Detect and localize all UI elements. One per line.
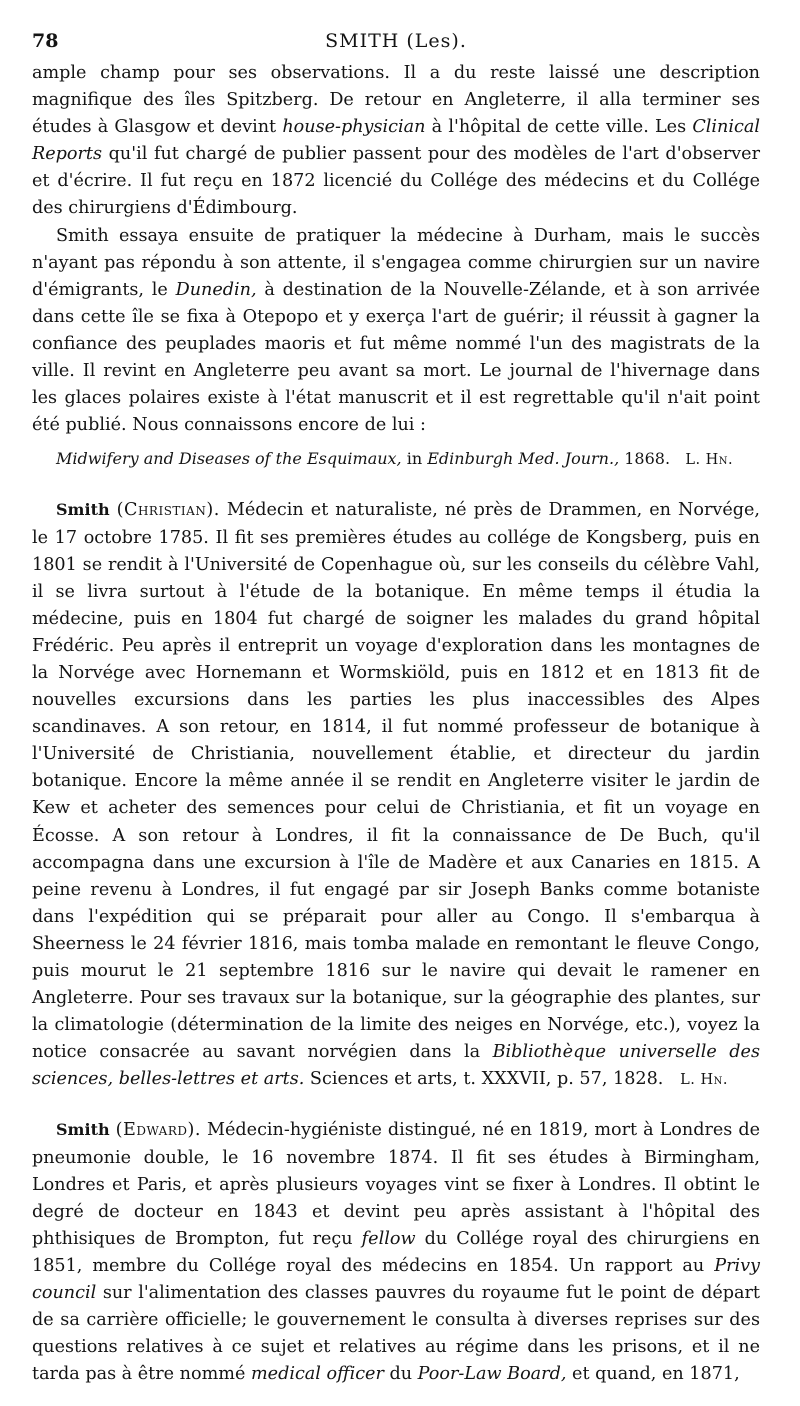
entry-given-name: (Edward).: [115, 1120, 201, 1141]
italic-term: medical officer: [250, 1364, 384, 1385]
reference-journal: Edinburgh Med. Journ.,: [427, 449, 620, 469]
entry-surname: Smith: [56, 1120, 110, 1140]
italic-term: Poor-Law Board,: [417, 1364, 567, 1385]
italic-term: Privy council: [32, 1255, 760, 1304]
italic-term: house-physician: [282, 117, 426, 138]
paragraph-continuation: ample champ pour ses observations. Il a du reste laissé une description magnifique des îles Spitzberg. De retour en Angleterre, il alla terminer ses études à Glasgow et devint house-physician à l'hôpital de cette ville. Les Clinical Reports qu'il fut chargé de publier passent pour des modèles de l'art d'observer et d'écrire. Il fut reçu en 1872 licencié du Collége des médecins et du Collége des chirurgiens d'Édimbourg.: [32, 63, 760, 219]
italic-title: Bibliothèque universelle des sciences, belles-lettres et arts.: [32, 1042, 760, 1090]
body-text: [32, 60, 760, 1388]
ship-name: Dunedin,: [175, 279, 257, 300]
dictionary-page: [32, 26, 760, 1388]
page-header: [32, 26, 760, 60]
entry-surname: Smith: [56, 500, 110, 520]
author-signature: L. Hn.: [680, 1072, 729, 1089]
italic-term: fellow: [361, 1228, 416, 1249]
entry-given-name: (Christian).: [116, 500, 220, 521]
italic-title: Clinical Reports: [32, 117, 760, 165]
running-head: SMITH (Les).: [325, 30, 467, 52]
reference-title: Midwifery and Diseases of the Esquimaux,: [56, 449, 402, 469]
entry-smith-edward: Smith (Edward). Médecin-hygiéniste distingué, né en 1819, mort à Londres de pneumonie double, le 16 novembre 1874. Il fit ses études à Birmingham, Londres et Paris, et après plusieurs voyages vint se fixer à Londres. Il obtint le degré de docteur en 1843 et devint peu après assistant à l'hôpital des phthisiques de Brompton, fut reçu fellow du Collége royal des chirurgiens en 1851, membre du Collége royal des médecins en 1854. Un rapport au Privy council sur l'alimentation des classes pauvres du royaume fut le point de départ de sa carrière officielle; le gouvernement le consulta à diverses reprises sur des questions relatives à ce sujet et relatives au régime dans les prisons, et il ne tarda pas à être nommé medical officer du Poor-Law Board, et quand, en 1871,: [32, 1120, 760, 1385]
author-signature: L. Hn.: [685, 452, 734, 469]
page-number: 78: [32, 30, 59, 52]
entry-smith-christian: Smith (Christian). Médecin et naturaliste, né près de Drammen, en Norvége, le 17 octobre 1785. Il fit ses premières études au collége de Kongsberg, puis en 1801 se rendit à l'Université de Copenhague où, sur les conseils du célèbre Vahl, il se livra surtout à l'étude de la botanique. En même temps il étudia la médecine, puis en 1804 fut chargé de soigner les malades du grand hôpital Frédéric. Peu après il entreprit un voyage d'exploration dans les montagnes de la Norvége avec Hornemann et Wormskiöld, puis en 1812 et en 1813 fit de nouvelles excursions dans les parties les plus inaccessibles des Alpes scandinaves. A son retour, en 1814, il fut nommé professeur de botanique à l'Université de Christiania, nouvellement établie, et directeur du jardin botanique. Encore la même année il se rendit en Angleterre visiter le jardin de Kew et acheter des semences pour celui de Christiania, et fit un voyage en Écosse. A son retour à Londres, il fit la connaissance de De Buch, qu'il accompagna dans une excursion à l'île de Madère et aux Canaries en 1815. A peine revenu à Londres, il fut engagé par sir Joseph Banks comme botaniste dans l'expédition qui se préparait pour aller au Congo. Il s'embarqua à Sheerness le 24 février 1816, mais tomba malade en remontant le fleuve Congo, puis mourut le 21 septembre 1816 sur le navire qui devait le ramener en Angleterre. Pour ses travaux sur la botanique, sur la géographie des plantes, sur la climatologie (détermination de la limite des neiges en Norvége, etc.), voyez la notice consacrée au savant norvégien dans la Bibliothèque universelle des sciences, belles-lettres et arts. Sciences et arts, t. XXXVII, p. 57, 1828. L. Hn.: [32, 500, 761, 1090]
bibliography-reference: Midwifery and Diseases of the Esquimaux, in Edinburgh Med. Journ., 1868. L. Hn.: [56, 449, 734, 469]
paragraph-dunedin: Smith essaya ensuite de pratiquer la médecine à Durham, mais le succès n'ayant pas répondu à son attente, il s'engagea comme chirurgien sur un navire d'émigrants, le Dunedin, à destination de la Nouvelle-Zélande, et à son arrivée dans cette île se fixa à Otepopo et y exerça l'art de guérir; il réussit à gagner la confiance des peuplades maoris et fut même nommé l'un des magistrats de la ville. Il revint en Angleterre peu avant sa mort. Le journal de l'hivernage dans les glaces polaires existe à l'état manuscrit et il est regrettable qu'il n'ait point été publié. Nous connaissons encore de lui :: [32, 225, 760, 436]
